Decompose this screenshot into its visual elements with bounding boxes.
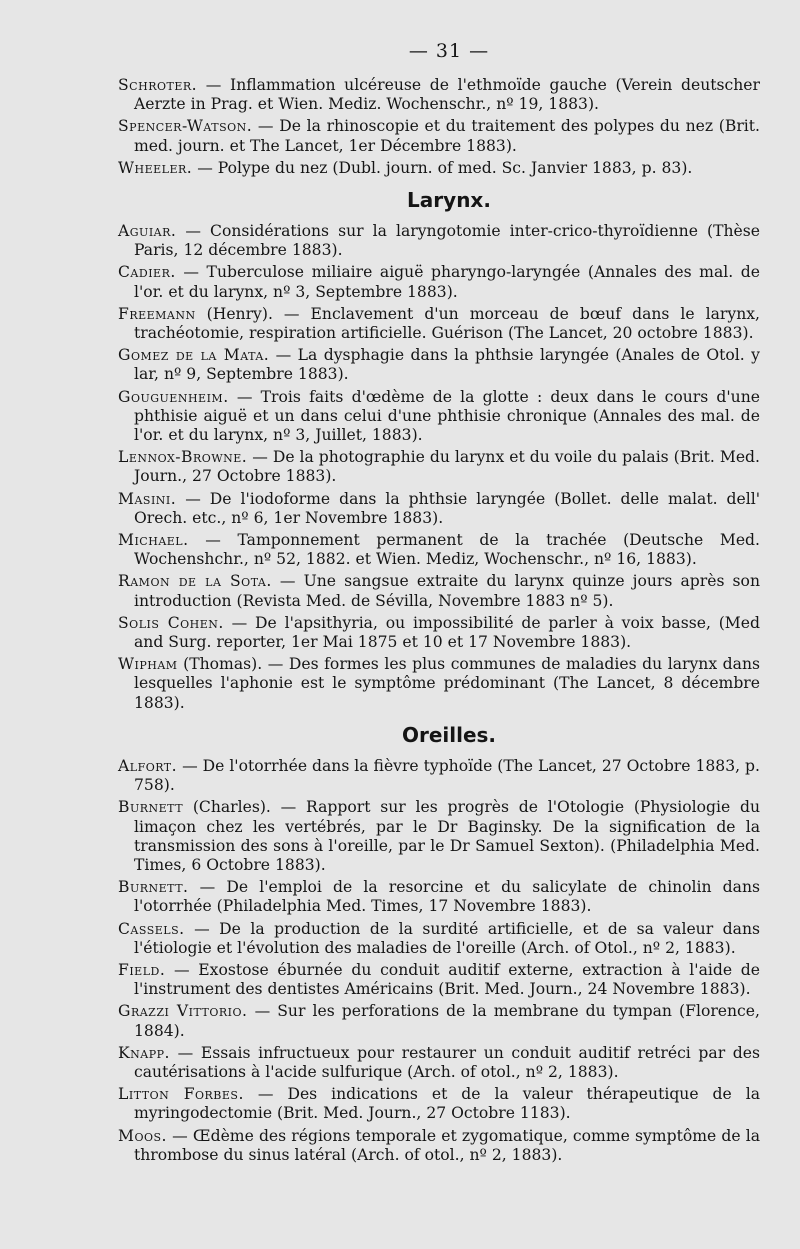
bibliography-entry bbox=[118, 490, 760, 528]
entry-author: Knapp. bbox=[118, 1043, 170, 1062]
entry-author: Litton Forbes. bbox=[118, 1085, 244, 1104]
entry-text: — La dysphagie dans la phthsie laryngée (Anales de Otol. y lar, nº 9, Septembre 1883). bbox=[134, 346, 760, 384]
bibliography-entry bbox=[118, 222, 760, 260]
entry-author: Gouguenheim. bbox=[118, 387, 229, 406]
entry-author: Aguiar. bbox=[118, 222, 177, 241]
bibliography-entry bbox=[118, 920, 760, 958]
entry-text: — Polype du nez (Dubl. journ. of med. Sc. Janvier 1883, p. 83). bbox=[192, 158, 693, 177]
entry-text: — Sur les perforations de la membrane du tympan (Florence, 1884). bbox=[134, 1002, 760, 1040]
entry-author: Schroter. bbox=[118, 76, 198, 94]
entry-author: Cassels. bbox=[118, 919, 185, 938]
entry-author: Burnett bbox=[118, 798, 184, 817]
entry-author: Michael. bbox=[118, 531, 189, 550]
bibliography-entry bbox=[118, 531, 760, 569]
entry-text: — Des indications et de la valeur thérapeutique de la myringodectomie (Brit. Med. Journ., 27 Octobre 1183). bbox=[134, 1085, 761, 1123]
bibliography-entry bbox=[118, 1085, 760, 1123]
bibliography-entry bbox=[118, 388, 760, 446]
entry-text: — De la production de la surdité artificielle, et de sa valeur dans l'étiologie et l'évolution des maladies de l'oreille (Arch. of Otol., nº 2, 1883). bbox=[134, 919, 760, 957]
entry-text: — Essais infructueux pour restaurer un conduit auditif retréci par des cautérisations à l'acide sulfurique (Arch. of otol., nº 2, 1883). bbox=[134, 1043, 760, 1081]
bibliography bbox=[118, 76, 760, 1165]
bibliography-entry bbox=[118, 117, 760, 155]
entry-text: — De la photographie du larynx et du voile du palais (Brit. Med. Journ., 27 Octobre 1883). bbox=[134, 448, 760, 486]
entry-text: — De l'iodoforme dans la phthsie laryngée (Bollet. delle malat. dell' Orech. etc., nº 6, 1er Novembre 1883). bbox=[134, 489, 760, 527]
entry-text: (Henry). — Enclavement d'un morceau de bœuf dans le larynx, trachéotomie, respiration artificielle. Guérison (The Lancet, 20 octobre 1883). bbox=[134, 304, 760, 343]
entry-author: Moos. bbox=[118, 1126, 167, 1145]
bibliography-entry bbox=[118, 798, 760, 875]
bibliography-entry bbox=[118, 76, 760, 114]
entry-text: (Thomas). — Des formes les plus communes de maladies du larynx dans lesquelles l'aphonie est le symptôme prédominant (The Lancet, 8 décembre 1883). bbox=[134, 655, 760, 712]
entry-author: Solis Cohen. bbox=[118, 613, 224, 632]
bibliography-entry bbox=[118, 757, 760, 795]
section-title: Oreilles. bbox=[401, 722, 497, 747]
entry-text: — Tamponnement permanent de la trachée (Deutsche Med. Wochenshchr., nº 52, 1882. et Wien. Mediz, Wochenschr., nº 16, 1883). bbox=[134, 531, 760, 569]
bibliography-entry bbox=[118, 1127, 760, 1165]
entry-author: Ramon de la Sota. bbox=[118, 572, 272, 591]
entry-author: Burnett. bbox=[118, 878, 189, 897]
bibliography-entry bbox=[118, 572, 760, 610]
entry-text: — Une sangsue extraite du larynx quinze jours après son introduction (Revista Med. de Sévilla, Novembre 1883 nº 5). bbox=[134, 572, 760, 610]
entry-author: Cadier. bbox=[118, 263, 176, 282]
entry-text: — Œdème des régions temporale et zygomatique, comme symptôme de la thrombose du sinus latéral (Arch. of otol., nº 2, 1883). bbox=[134, 1126, 760, 1164]
entry-author: Masini. bbox=[118, 489, 177, 508]
entry-author: Spencer-Watson. bbox=[118, 117, 253, 136]
bibliography-entry bbox=[118, 346, 760, 384]
entry-author: Gomez de la Mata. bbox=[118, 346, 270, 365]
entry-author: Grazzi Vittorio. bbox=[118, 1002, 248, 1021]
bibliography-entry bbox=[118, 448, 760, 486]
entry-text: — Exostose éburnée du conduit auditif externe, extraction à l'aide de l'instrument des dentistes Américains (Brit. Med. Journ., 24 Novembre 1883). bbox=[134, 960, 760, 999]
entry-text: — Trois faits d'œdème de la glotte : deux dans le cours d'une phthisie aiguë et un dans celui d'une phthisie chronique (Annales des mal. de l'or. et du larynx, nº 3, Juillet, 1883). bbox=[134, 387, 760, 445]
page-number: — 31 — bbox=[408, 40, 490, 62]
bibliography-entry bbox=[118, 159, 760, 178]
entry-text: — De l'emploi de la resorcine et du salicylate de chinolin dans l'otorrhée (Philadelphia Med. Times, 17 Novembre 1883). bbox=[134, 878, 760, 916]
bibliography-entry bbox=[118, 1044, 760, 1082]
bibliography-entry bbox=[118, 961, 760, 999]
entry-text: (Charles). — Rapport sur les progrès de l'Otologie (Physiologie du limaçon chez les vertébrés, par le Dr Baginsky. De la signification de la transmission des sons à l'oreille, par le Dr Samuel Sexton). (Philadelphia Med. Times, 6 Octobre 1883). bbox=[134, 798, 760, 874]
bibliography-entry bbox=[118, 305, 760, 343]
entry-text: — Inflammation ulcéreuse de l'ethmoïde gauche (Verein deutscher Aerzte in Prag. et Wien. Mediz. Wochenschr., nº 19, 1883). bbox=[134, 76, 760, 114]
entry-text: — De l'apsithyria, ou impossibilité de parler à voix basse, (Med and Surg. reporter, 1er Mai 1875 et 10 et 17 Novembre 1883). bbox=[134, 613, 760, 652]
entry-author: Wipham bbox=[118, 655, 178, 674]
entry-author: Freemann bbox=[118, 304, 196, 323]
entry-author: Alfort. bbox=[118, 756, 178, 775]
entry-author: Wheeler. bbox=[118, 158, 193, 177]
entry-author: Lennox-Browne. bbox=[118, 448, 248, 467]
entry-text: — Tuberculose miliaire aiguë pharyngo-laryngée (Annales des mal. de l'or. et du larynx, nº 3, Septembre 1883). bbox=[134, 263, 760, 301]
entry-author: Field. bbox=[118, 960, 166, 979]
entry-text: — De l'otorrhée dans la fièvre typhoïde (The Lancet, 27 Octobre 1883, p. 758). bbox=[134, 756, 760, 795]
entry-text: — Considérations sur la laryngotomie inter-crico-thyroïdienne (Thèse Paris, 12 décembre 1883). bbox=[134, 222, 760, 260]
bibliography-entry bbox=[118, 263, 760, 301]
section-title: Larynx. bbox=[407, 188, 491, 213]
bibliography-entry bbox=[118, 1002, 760, 1040]
bibliography-entry bbox=[118, 614, 760, 652]
bibliography-entry bbox=[118, 878, 760, 916]
bibliography-entry bbox=[118, 655, 760, 713]
entry-text: — De la rhinoscopie et du traitement des polypes du nez (Brit. med. journ. et The Lancet, 1er Décembre 1883). bbox=[134, 117, 760, 155]
